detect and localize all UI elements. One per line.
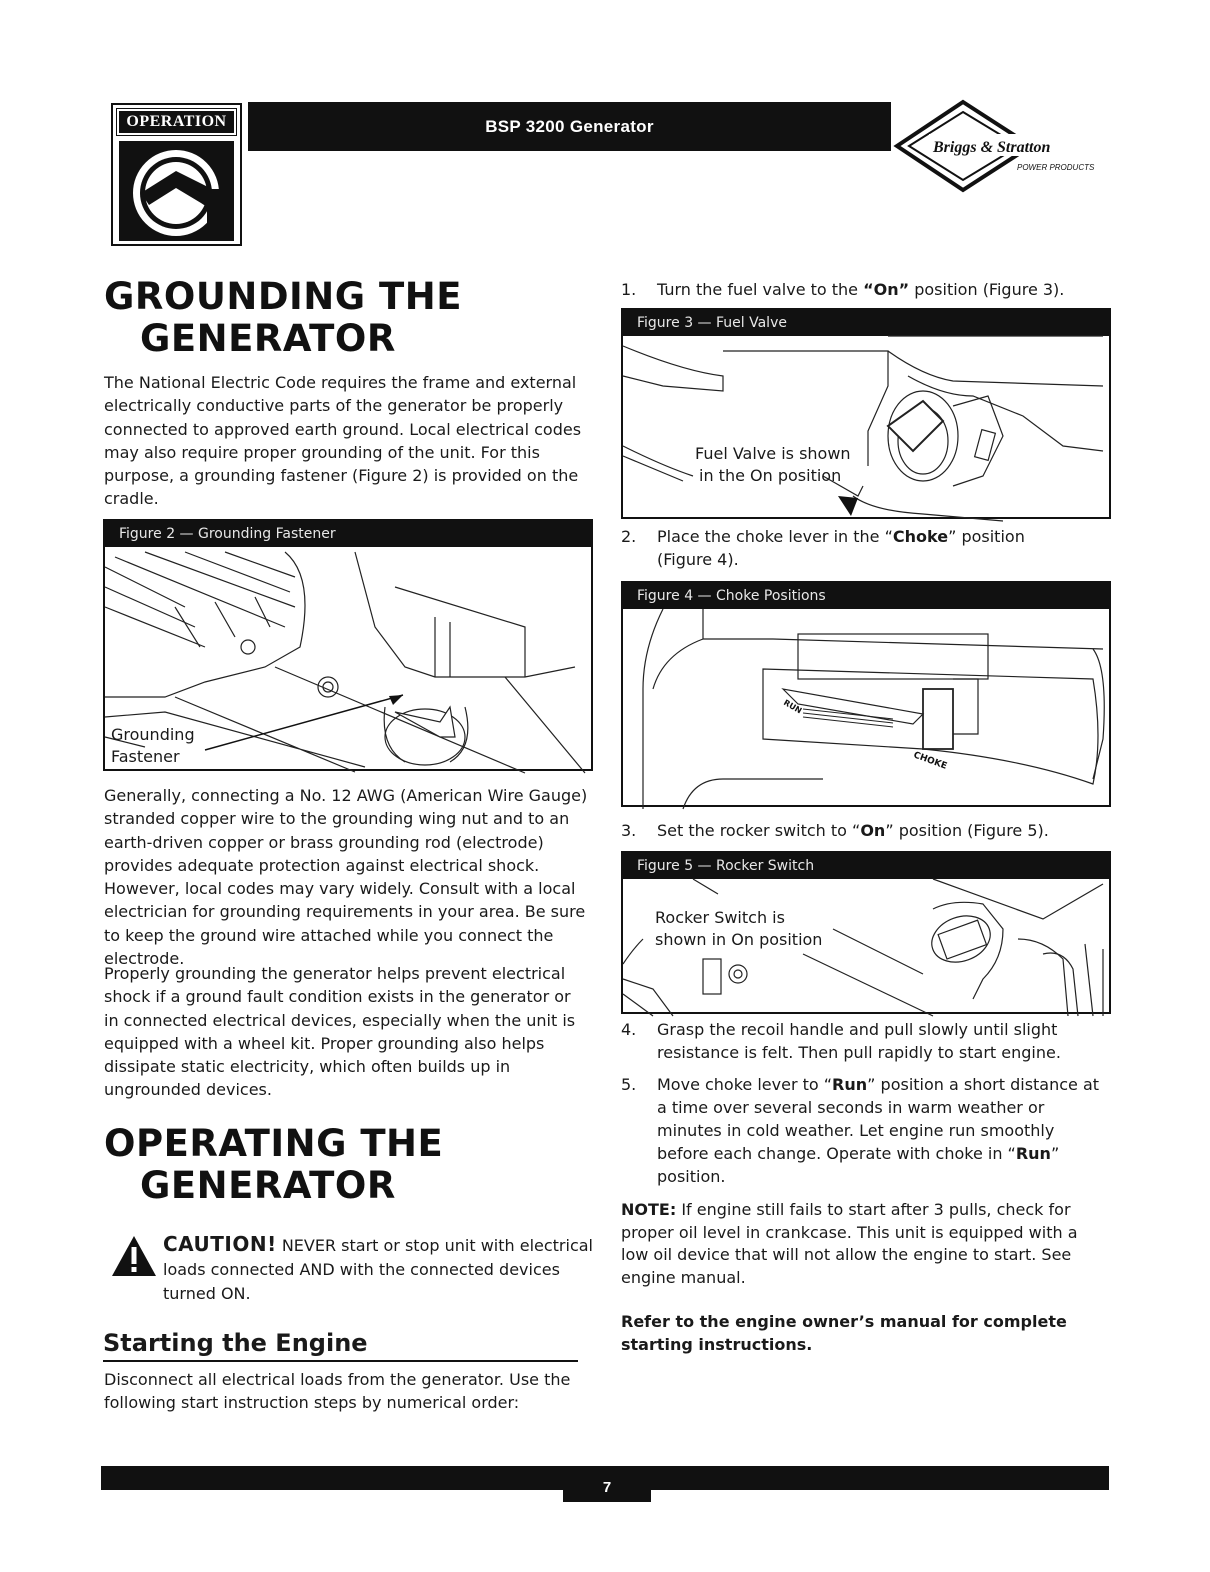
- grounding-paragraph-3: Properly grounding the generator helps prevent electrical shock if a ground fault condition exists in the generator or in connected electrical devices, especially when the unit is equipped with a wheel kit. Proper grounding also helps dissipate static electricity, which often builds up in ungrounded devices.: [104, 964, 576, 1100]
- svg-text:RUN: RUN: [782, 697, 804, 716]
- figure-4-caption: Figure 4 — Choke Positions: [623, 583, 1109, 609]
- figure-2-label-line2: Fastener: [111, 747, 180, 766]
- refer-manual: Refer to the engine owner’s manual for complete starting instructions.: [621, 1312, 1067, 1355]
- step-1-number: 1.: [621, 280, 637, 299]
- figure-2-caption: Figure 2 — Grounding Fastener: [105, 521, 591, 547]
- grounding-heading: [104, 276, 462, 360]
- step-3-text: Set the rocker switch to “On” position (Figure 5).: [657, 821, 1049, 840]
- grounding-paragraph-1: The National Electric Code requires the frame and external electrically conductive parts of the generator be properly connected to approved earth ground. Local electrical codes may also require proper grounding of the unit. For this purpose, a grounding fastener (Figure 2) is provided on the cradle.: [104, 373, 582, 509]
- grounding-paragraph-2: Generally, connecting a No. 12 AWG (American Wire Gauge) stranded copper wire to the grounding wing nut and to an earth-driven copper or brass grounding rod (electrode) provides adequate protection against electrical shock. However, local codes may vary widely. Consult with a local electrician for grounding requirements in your area. Be sure to keep the ground wire attached while you connect the electrode.: [104, 786, 588, 969]
- operating-heading-line2: GENERATOR: [140, 1164, 396, 1207]
- figure-3: [621, 308, 1111, 519]
- step-4-text: Grasp the recoil handle and pull slowly until slight resistance is felt. Then pull rapidly to start engine.: [657, 1020, 1061, 1062]
- step-5-number: 5.: [621, 1075, 637, 1094]
- step-5: [621, 1073, 1101, 1191]
- step-3-number: 3.: [621, 821, 637, 840]
- figure-5: [621, 851, 1111, 1014]
- figure-3-label: [695, 443, 851, 487]
- operating-heading-line1: OPERATING THE: [104, 1122, 444, 1165]
- note-label: NOTE:: [621, 1200, 677, 1219]
- choke-positions-illustration: [623, 609, 1113, 809]
- svg-text:CHOKE: CHOKE: [911, 750, 949, 772]
- caution-text: NEVER start or stop unit with electrical loads connected AND with the connected devices turned ON.: [163, 1236, 593, 1303]
- operation-section-badge: [111, 103, 242, 246]
- starting-engine-heading: Starting the Engine: [103, 1328, 578, 1362]
- step-4: [621, 1018, 1101, 1064]
- svg-text:POWER PRODUCTS: POWER PRODUCTS: [1017, 163, 1095, 172]
- step-2-number: 2.: [621, 527, 637, 546]
- fuel-valve-illustration: [623, 336, 1113, 521]
- figure-3-label-line2: in the On position: [699, 466, 842, 485]
- figure-5-caption: Figure 5 — Rocker Switch: [623, 853, 1109, 879]
- figure-5-label-line1: Rocker Switch is: [655, 908, 785, 927]
- note-text: If engine still fails to start after 3 pulls, check for proper oil level in crankcase. This unit is equipped with a low oil device that will not allow the engine to start. See engine manual.: [621, 1200, 1078, 1287]
- briggs-stratton-logo: [895, 100, 1095, 192]
- figure-4: [621, 581, 1111, 807]
- caution-word: CAUTION!: [163, 1232, 277, 1256]
- figure-2-label: [111, 724, 195, 768]
- figure-5-label-line2: shown in On position: [655, 930, 823, 949]
- figure-2-label-line1: Grounding: [111, 725, 195, 744]
- step-5-text: Move choke lever to “Run” position a short distance at a time over several seconds in warm weather or minutes in cold weather. Let engine run smoothly before each change. Operate with choke in “Run” position.: [657, 1075, 1100, 1186]
- grounding-heading-line2: GENERATOR: [140, 317, 396, 360]
- warning-triangle-icon: [111, 1235, 157, 1277]
- product-title-bar: BSP 3200 Generator: [248, 102, 891, 151]
- figure-5-label: [655, 907, 822, 951]
- operating-heading: [104, 1123, 443, 1207]
- starting-intro: Disconnect all electrical loads from the generator. Use the following start instruction steps by numerical order:: [104, 1370, 571, 1413]
- figure-2: [103, 519, 593, 771]
- operation-label: OPERATION: [117, 109, 236, 135]
- figure-3-caption: Figure 3 — Fuel Valve: [623, 310, 1109, 336]
- note-paragraph: [621, 1199, 1101, 1289]
- caution-notice: [163, 1232, 593, 1306]
- step-1-text: Turn the fuel valve to the “On” position (Figure 3).: [657, 280, 1065, 299]
- operation-icon: [119, 141, 234, 241]
- figure-3-label-line1: Fuel Valve is shown: [695, 444, 851, 463]
- step-2-text: Place the choke lever in the “Choke” position (Figure 4).: [657, 527, 1025, 569]
- svg-text:Briggs & Stratton: Briggs & Stratton: [933, 139, 1051, 156]
- step-2: [621, 525, 1101, 571]
- step-4-number: 4.: [621, 1020, 637, 1039]
- grounding-heading-line1: GROUNDING THE: [104, 275, 462, 318]
- page-number: 7: [563, 1466, 651, 1502]
